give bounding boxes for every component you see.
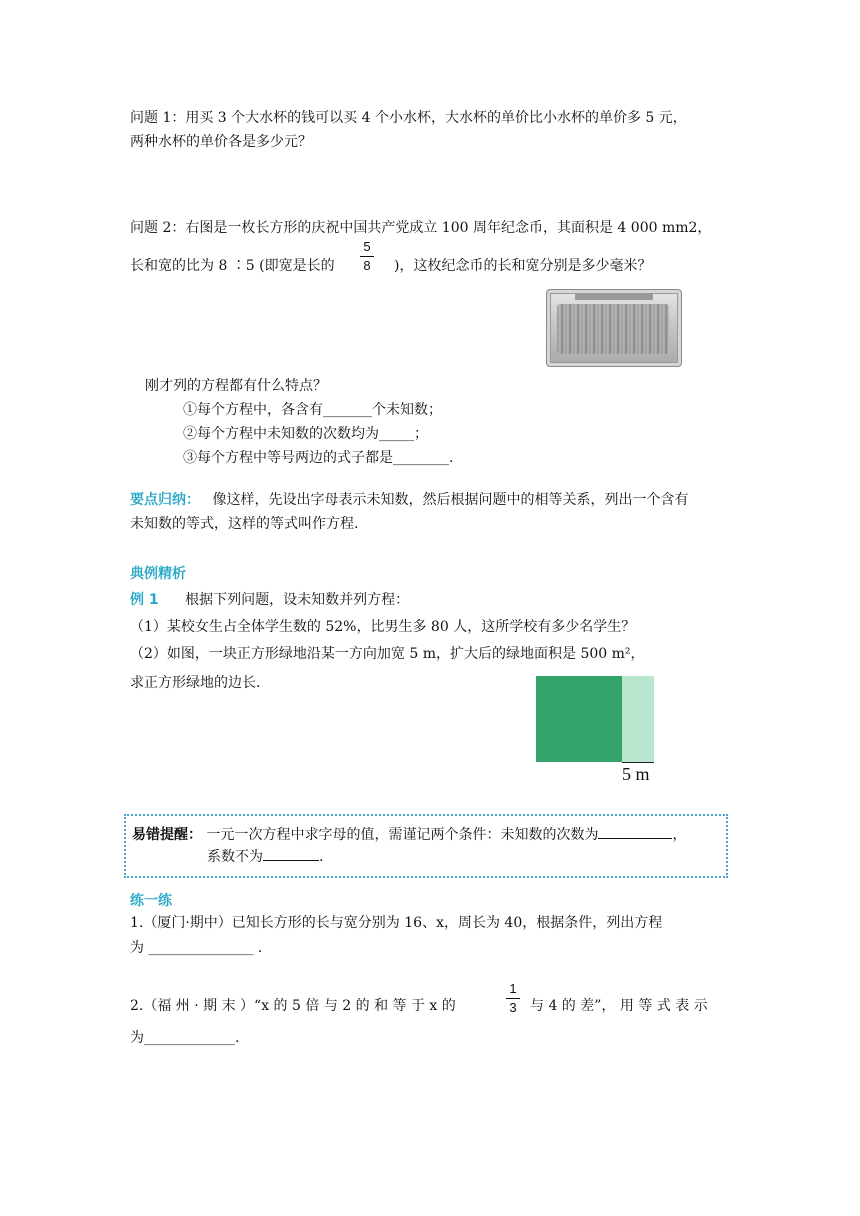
summary-text-1: 像这样，先设出字母表示未知数，然后根据问题中的相等关系，列出一个含有 [212,492,689,508]
practice-1-line-2: 为 _______________ . [130,940,263,956]
example-heading: 典例精析 [130,566,186,582]
summary-label: 要点归纳： [130,492,200,508]
tip-line-2 [207,846,323,867]
question-2-line-2-end: )，这枚纪念币的长和宽分别是多少毫米？ [394,258,652,274]
fraction-denominator: 3 [509,1000,517,1015]
extension-width-line [622,762,654,763]
tip-label: 易错提醒： [132,827,202,843]
original-square-region [536,676,622,762]
summary-line-1 [130,490,688,510]
practice-heading: 练一练 [130,893,172,909]
practice-2-line-2: 为_____________. [130,1030,240,1046]
example-part-2-line-1: （2）如图，一块正方形绿地沿某一方向加宽 5 m，扩大后的绿地面积是 500 m²， [130,646,645,662]
tip-blank-1 [598,824,672,839]
extension-width-label: 5 m [622,764,650,784]
practice-2-line-1-start: 2.（福 州 · 期 末 ）“x 的 5 倍 与 2 的 和 等 于 x 的 [130,998,456,1014]
example-intro: 根据下列问题，设未知数并列方程： [185,592,410,608]
question-2-line-2-start: 长和宽的比为 8 ∶5 (即宽是长的 [130,258,335,274]
tip-line-1 [132,824,686,845]
tip-text-1-end: ， [672,827,687,843]
practice-2-line-1-end: 与 4 的 差”， 用 等 式 表 示 [530,998,708,1014]
example-part-1: （1）某校女生占全体学生数的 52%，比男生多 80 人，这所学校有多少名学生？ [130,619,636,635]
tip-blank-2 [263,846,319,861]
fraction-five-eighths [360,240,374,273]
practice-1-line-1: 1.（厦门·期中）已知长方形的长与宽分别为 16、x，周长为 40，根据条件，列出方程 [130,915,663,931]
square-lawn-figure [536,676,654,786]
coin-inscription [575,294,653,300]
fraction-denominator: 8 [363,258,371,273]
example-label: 例 1 [130,592,159,608]
feature-item-2: ②每个方程中未知数的次数均为_____； [183,426,428,442]
fraction-numerator: 5 [363,239,371,254]
question-2-line-1: 问题 2：右图是一枚长方形的庆祝中国共产党成立 100 周年纪念币，其面积是 4 000 mm2， [130,220,712,236]
fraction-bar [360,256,374,257]
fraction-bar [506,998,520,999]
example-part-2-line-2: 求正方形绿地的边长. [130,675,261,691]
feature-item-3: ③每个方程中等号两边的式子都是________. [183,450,454,466]
fraction-numerator: 1 [509,981,517,996]
tip-text-1: 一元一次方程中求字母的值，需谨记两个条件：未知数的次数为 [206,827,599,843]
coin-relief-figures [557,304,669,354]
example-intro-line [130,590,409,610]
fraction-one-third [506,982,520,1015]
features-heading: 刚才列的方程都有什么特点？ [145,378,327,394]
question-1-line-2: 两种水杯的单价各是多少元？ [130,134,312,150]
summary-line-2: 未知数的等式，这样的等式叫作方程. [130,516,359,532]
question-1-line-1: 问题 1：用买 3 个大水杯的钱可以买 4 个小水杯，大水杯的单价比小水杯的单价多 5 元， [130,110,687,126]
extension-region [622,676,654,762]
tip-text-2: 系数不为 [207,849,263,865]
tip-text-2-end: . [319,849,324,865]
commemorative-coin-image [546,289,682,367]
feature-item-1: ①每个方程中，各含有_______个未知数； [183,402,442,418]
